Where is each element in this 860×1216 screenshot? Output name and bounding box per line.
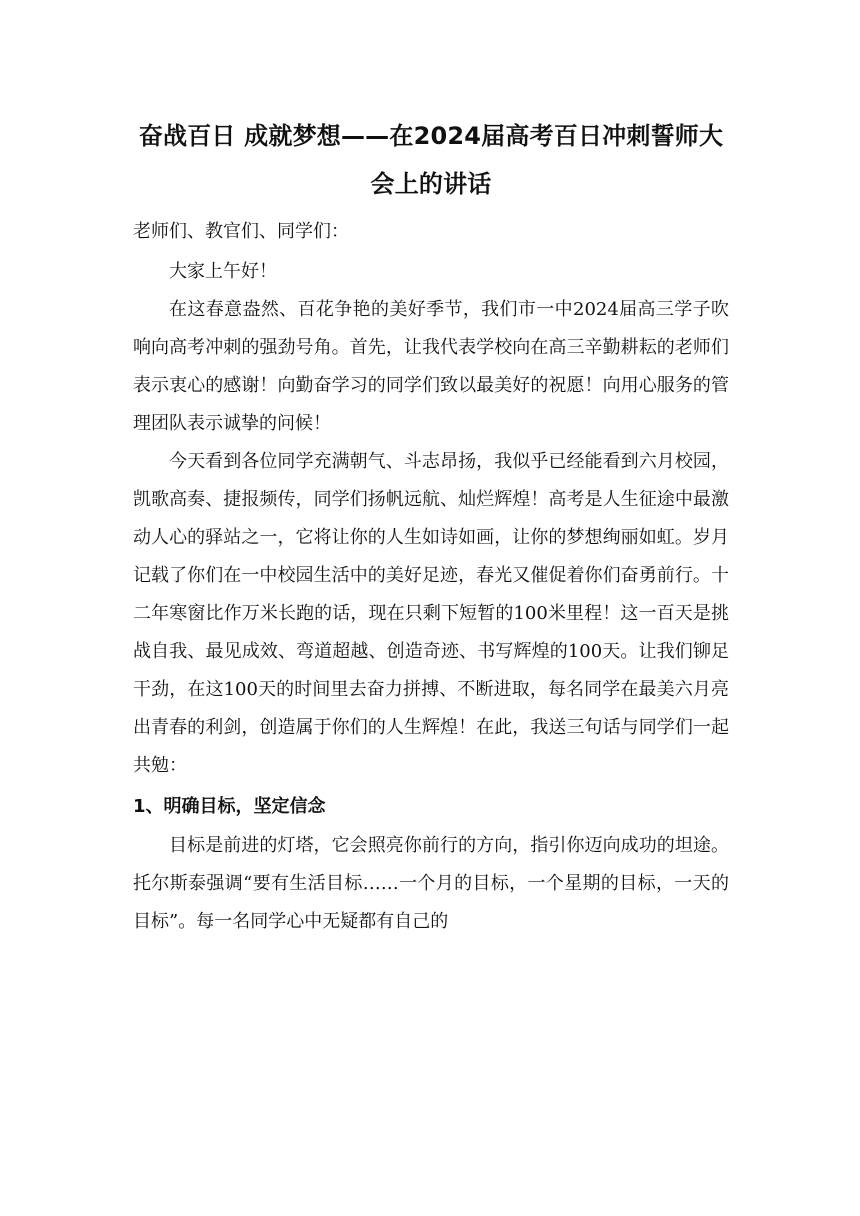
document-page [133,112,729,941]
document-title: 奋战百日 成就梦想——在2024届高考百日冲刺誓师大会上的讲话 [138,122,724,198]
section-1-paragraph: 目标是前进的灯塔，它会照亮你前行的方向，指引你迈向成功的坦途。托尔斯泰强调“要有生活目标……一个月的目标，一个星期的目标，一天的目标”。每一名同学心中无疑都有自己的 [133,835,729,932]
greeting: 大家上午好！ [169,261,277,282]
body-paragraph-1: 在这春意盎然、百花争艳的美好季节，我们市一中2024届高三学子吹响向高考冲刺的强劲号角。首先，让我代表学校向在高三辛勤耕耘的老师们表示衷心的感谢！向勤奋学习的同学们致以最美好的祝愿！向用心服务的管理团队表示诚挚的问候！ [133,299,729,434]
section-heading-1: 1、明确目标，坚定信念 [133,796,326,817]
salutation: 老师们、教官们、同学们： [133,221,349,242]
body-paragraph-2: 今天看到各位同学充满朝气、斗志昂扬，我似乎已经能看到六月校园，凯歌高奏、捷报频传，同学们扬帆远航、灿烂辉煌！高考是人生征途中最激动人心的驿站之一，它将让你的人生如诗如画，让你的梦想绚丽如虹。岁月记载了你们在一中校园生活中的美好足迹，春光又催促着你们奋勇前行。十二年寒窗比作万米长跑的话，现在只剩下短暂的100米里程！这一百天是挑战自我、最见成效、弯道超越、创造奇迹、书写辉煌的100天。让我们铆足干劲，在这100天的时间里去奋力拼搏、不断进取，每名同学在最美六月亮出青春的利剑，创造属于你们的人生辉煌！在此，我送三句话与同学们一起共勉： [133,451,729,776]
